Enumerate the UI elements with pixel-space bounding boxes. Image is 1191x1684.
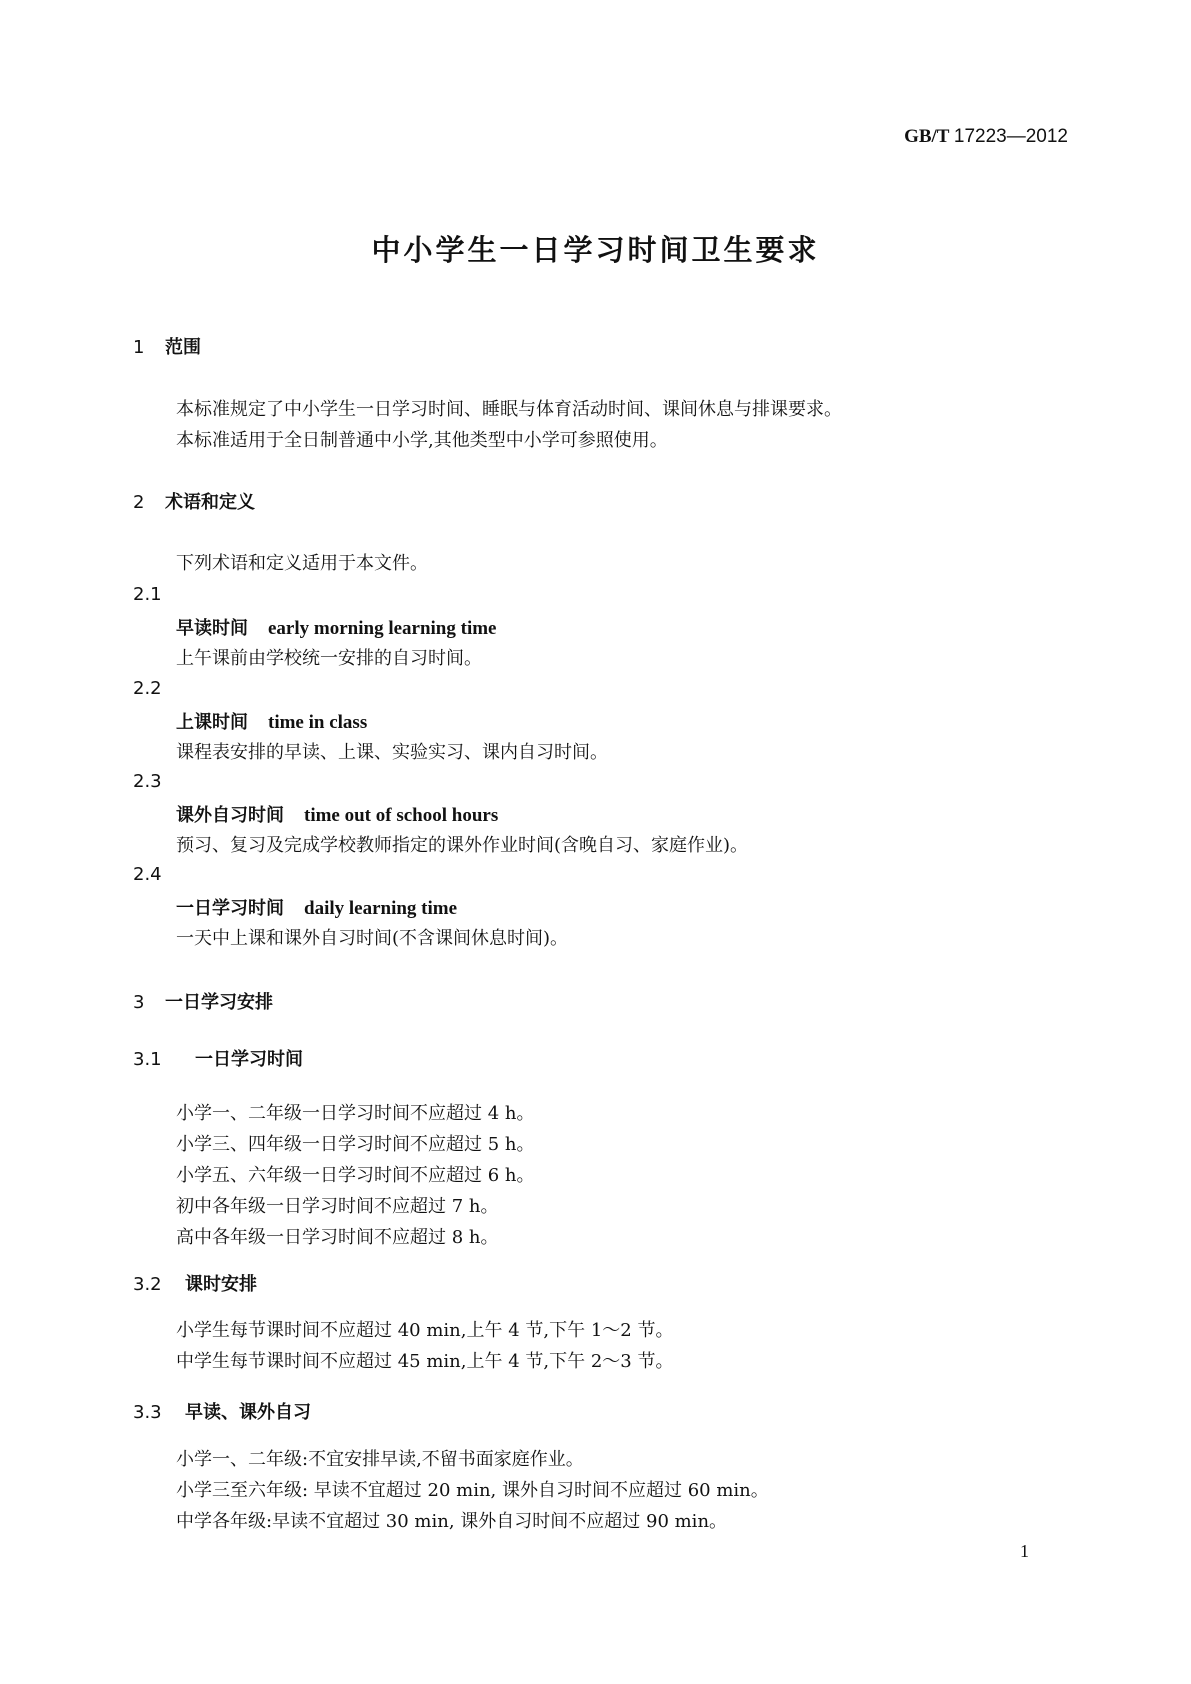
section-1-heading [133, 333, 201, 359]
subsection-number: 3.1 [133, 1049, 162, 1070]
section-title: 范围 [165, 337, 201, 358]
paragraph-line: 中学各年级:早读不宜超过 30 min, 课外自习时间不应超过 90 min。 [176, 1511, 728, 1532]
term-definition: 预习、复习及完成学校教师指定的课外作业时间(含晚自习、家庭作业)。 [176, 835, 749, 856]
term-en: time out of school hours [304, 805, 499, 826]
subsection-3-3-body [176, 1444, 769, 1537]
paragraph-line: 初中各年级一日学习时间不应超过 7 h。 [176, 1196, 499, 1217]
subsection-3-2-heading [133, 1270, 257, 1296]
paragraph-line: 小学一、二年级:不宜安排早读,不留书面家庭作业。 [176, 1449, 584, 1470]
section-2-intro: 下列术语和定义适用于本文件。 [176, 553, 428, 574]
paragraph-line: 小学五、六年级一日学习时间不应超过 6 h。 [176, 1165, 535, 1186]
term-definition: 课程表安排的早读、上课、实验实习、课内自习时间。 [176, 742, 608, 763]
term-zh: 课外自习时间 [176, 805, 284, 826]
section-number: 1 [133, 337, 145, 358]
term-definition: 上午课前由学校统一安排的自习时间。 [176, 648, 482, 669]
term-en: early morning learning time [268, 618, 497, 639]
term-number: 2.1 [133, 584, 162, 605]
document-title: 中小学生一日学习时间卫生要求 [371, 233, 820, 267]
subsection-3-1-heading [133, 1045, 303, 1071]
subsection-number: 3.3 [133, 1402, 162, 1423]
section-2-heading [133, 488, 255, 514]
paragraph-line: 高中各年级一日学习时间不应超过 8 h。 [176, 1227, 499, 1248]
term-en: time in class [268, 712, 368, 733]
paragraph-line: 小学三、四年级一日学习时间不应超过 5 h。 [176, 1134, 535, 1155]
section-title: 一日学习安排 [165, 992, 273, 1013]
term-zh: 一日学习时间 [176, 898, 284, 919]
subsection-3-3-heading [133, 1398, 311, 1424]
subsection-title: 早读、课外自习 [185, 1402, 311, 1423]
term-heading [176, 708, 367, 734]
term-number: 2.2 [133, 678, 162, 699]
subsection-title: 课时安排 [185, 1274, 257, 1295]
section-number: 3 [133, 992, 145, 1013]
term-number: 2.3 [133, 771, 162, 792]
paragraph-line: 小学三至六年级: 早读不宜超过 20 min, 课外自习时间不应超过 60 min。 [176, 1480, 769, 1501]
term-heading [176, 894, 457, 920]
paragraph-line: 中学生每节课时间不应超过 45 min,上午 4 节,下午 2～3 节。 [176, 1351, 674, 1372]
standard-number [904, 126, 1068, 148]
paragraph: 本标准适用于全日制普通中小学,其他类型中小学可参照使用。 [176, 430, 668, 451]
term-en: daily learning time [304, 898, 458, 919]
term-definition: 一天中上课和课外自习时间(不含课间休息时间)。 [176, 928, 569, 949]
term-number: 2.4 [133, 864, 162, 885]
subsection-title: 一日学习时间 [195, 1049, 303, 1070]
term-zh: 早读时间 [176, 618, 248, 639]
term-heading [176, 801, 498, 827]
section-1-body [176, 394, 842, 456]
standard-code: 17223—2012 [953, 126, 1068, 147]
subsection-number: 3.2 [133, 1274, 162, 1295]
page-number: 1 [1020, 1541, 1029, 1561]
paragraph-line: 小学生每节课时间不应超过 40 min,上午 4 节,下午 1～2 节。 [176, 1320, 674, 1341]
term-zh: 上课时间 [176, 712, 248, 733]
section-number: 2 [133, 492, 145, 513]
subsection-3-1-body [176, 1098, 535, 1253]
section-title: 术语和定义 [165, 492, 255, 513]
term-heading [176, 614, 497, 640]
standard-prefix: GB/T [904, 126, 950, 147]
paragraph: 本标准规定了中小学生一日学习时间、睡眠与体育活动时间、课间休息与排课要求。 [176, 399, 842, 420]
subsection-3-2-body [176, 1315, 673, 1377]
paragraph-line: 小学一、二年级一日学习时间不应超过 4 h。 [176, 1103, 535, 1124]
section-3-heading [133, 988, 273, 1014]
